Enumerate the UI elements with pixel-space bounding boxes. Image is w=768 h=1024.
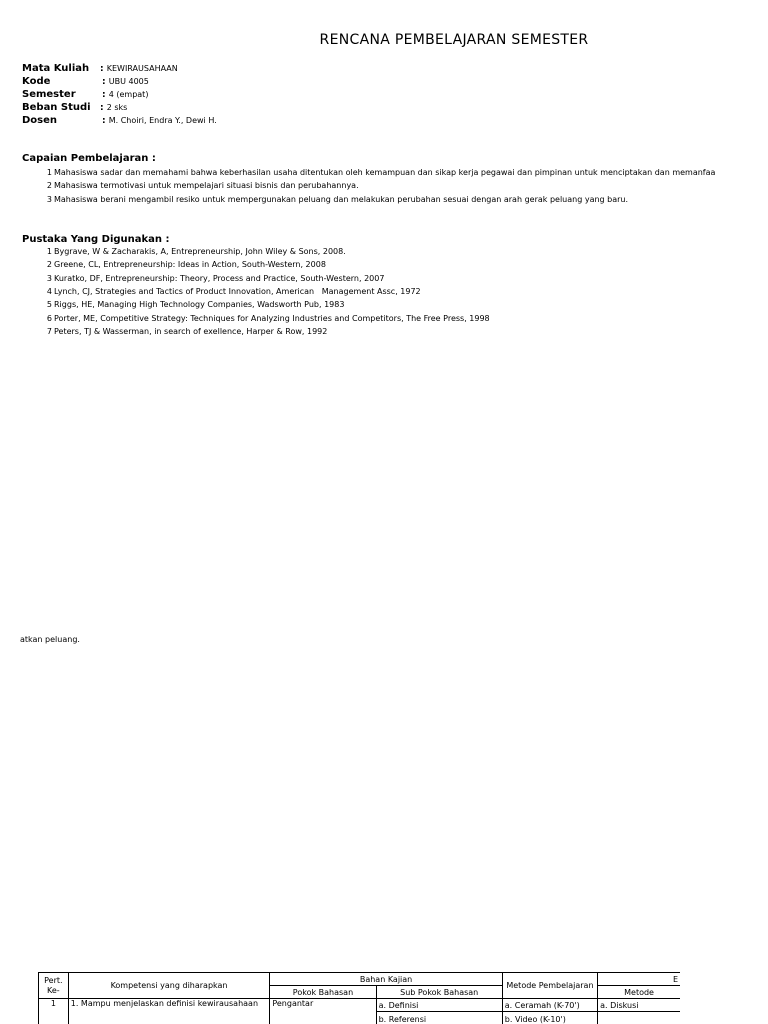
meta-label: Beban Studi <box>22 102 91 113</box>
meta-value: 2 sks <box>106 103 128 112</box>
list-text: Porter, ME, Competitive Strategy: Techniques for Analyzing Industries and Competitors, The Free Press, 1998 <box>54 313 490 323</box>
header-kompetensi: Kompetensi yang diharapkan <box>68 973 270 999</box>
list-number: 3 <box>46 273 52 283</box>
list-text: Mahasiswa termotivasi untuk mempelajari situasi bisnis dan perubahannya. <box>54 181 359 191</box>
page-title: RENCANA PEMBELAJARAN SEMESTER <box>319 32 589 48</box>
list-number: 2 <box>46 181 52 191</box>
rps-table <box>38 972 680 1024</box>
list-number: 6 <box>46 313 52 323</box>
cell-metode: a. Diskusi <box>598 999 680 1012</box>
list-number: 1 <box>46 168 52 178</box>
meta-label: Dosen <box>22 115 58 126</box>
list-number: 5 <box>46 300 52 310</box>
meta-colon: : <box>100 63 107 74</box>
overflow-text: atkan peluang. <box>20 635 80 644</box>
list-number: 2 <box>46 260 52 270</box>
list-text: Lynch, CJ, Strategies and Tactics of Product Innovation, American Management Assc, 1972 <box>54 287 421 297</box>
cell-pokok: Pengantar <box>270 999 376 1024</box>
header-metode-pembelajaran-label: Metode Pembelajaran <box>506 981 594 990</box>
meta-value: UBU 4005 <box>108 77 149 86</box>
meta-colon: : <box>102 115 109 126</box>
pustaka-heading: Pustaka Yang Digunakan : <box>22 234 170 245</box>
list-number: 3 <box>46 194 52 204</box>
meta-label: Semester <box>22 89 76 100</box>
meta-colon: : <box>102 76 109 87</box>
cell-metode-pembelajaran: b. Video (K-10') <box>502 1012 597 1024</box>
cell-sub: a. Definisi <box>376 999 502 1012</box>
meta-label: Mata Kuliah <box>22 63 90 74</box>
meta-colon: : <box>102 89 109 100</box>
meta-value: 4 (empat) <box>108 90 149 99</box>
list-text: Riggs, HE, Managing High Technology Companies, Wadsworth Pub, 1983 <box>54 300 345 310</box>
meta-label: Kode <box>22 76 51 87</box>
list-number: 7 <box>46 326 52 336</box>
header-sub-pokok: Sub Pokok Bahasan <box>376 986 502 999</box>
header-pert-label: Pert. Ke- <box>44 975 63 995</box>
cell-pert: 1 <box>39 999 69 1024</box>
list-text: Greene, CL, Entrepreneurship: Ideas in Action, South-Western, 2008 <box>54 260 326 270</box>
list-number: 4 <box>46 287 52 297</box>
meta-colon: : <box>100 102 107 113</box>
list-text: Mahasiswa berani mengambil resiko untuk mempergunakan peluang dan melakukan perubahan sesuai dengan arah gerak peluang yang baru. <box>54 194 629 204</box>
table-row <box>39 999 681 1012</box>
header-evaluasi <box>598 973 680 986</box>
header-metode-pembelajaran <box>502 973 597 999</box>
header-pokok-bahasan: Pokok Bahasan <box>270 986 376 999</box>
header-pert <box>39 973 69 999</box>
list-text: Kuratko, DF, Entrepreneurship: Theory, Process and Practice, South-Western, 2007 <box>54 273 385 283</box>
header-evaluasi-label: E <box>672 974 678 984</box>
list-text: Mahasiswa sadar dan memahami bahwa keberhasilan usaha ditentukan oleh kemampuan dan sikap kerja pegawai dan pimpinan untuk menciptakan dan memanfaa <box>54 168 716 178</box>
list-number: 1 <box>46 247 52 257</box>
list-text: Bygrave, W & Zacharakis, A, Entrepreneurship, John Wiley & Sons, 2008. <box>54 247 346 257</box>
cell-metode-pembelajaran: a. Ceramah (K-70') <box>502 999 597 1012</box>
capaian-heading: Capaian Pembelajaran : <box>22 153 156 164</box>
header-bahan-kajian: Bahan Kajian <box>270 973 502 986</box>
table-header-row <box>39 973 681 986</box>
meta-value: KEWIRAUSAHAAN <box>106 64 178 73</box>
list-text: Peters, TJ & Wasserman, in search of exellence, Harper & Row, 1992 <box>54 326 328 336</box>
cell-sub: b. Referensi <box>376 1012 502 1024</box>
cell-metode <box>598 1012 680 1024</box>
header-metode: Metode <box>598 986 680 999</box>
cell-kompetensi: 1. Mampu menjelaskan definisi kewirausahaan <box>68 999 270 1024</box>
meta-value: M. Choiri, Endra Y., Dewi H. <box>108 116 217 125</box>
